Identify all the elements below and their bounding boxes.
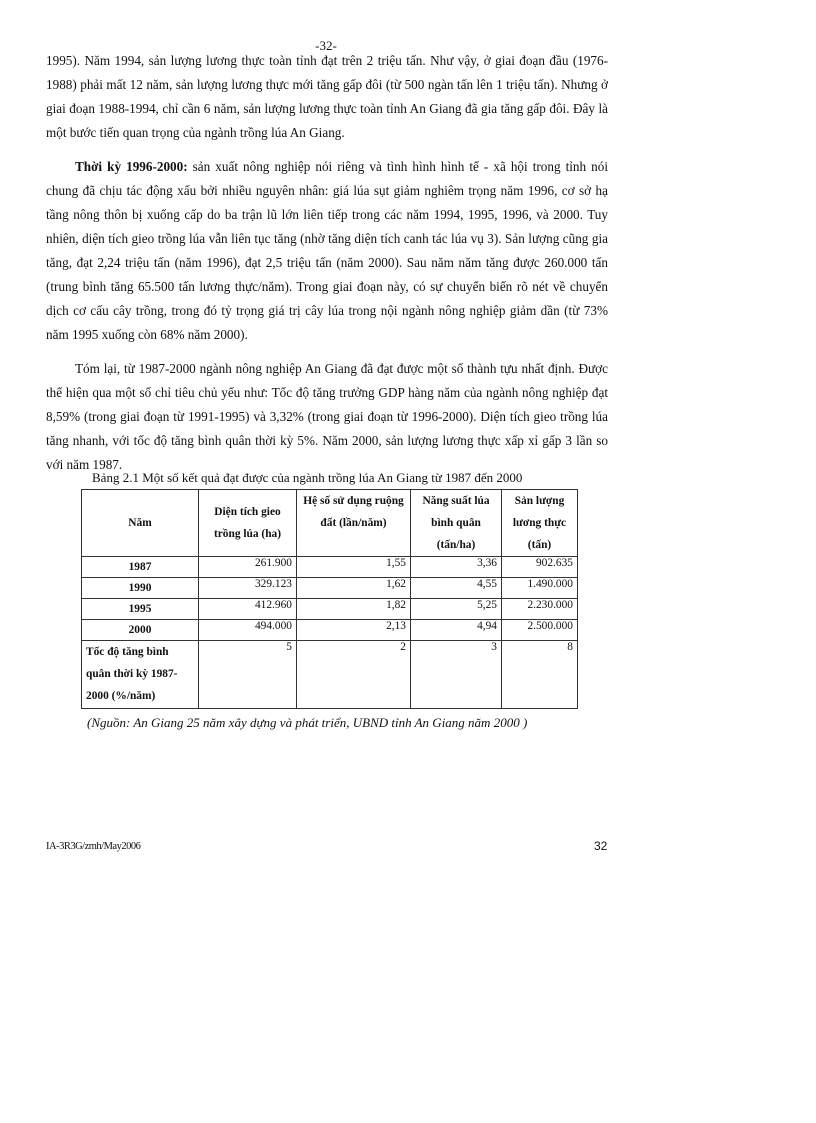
- header-output: Sản lượng lương thực (tấn): [502, 490, 578, 557]
- table-source: (Nguồn: An Giang 25 năm xây dựng và phát triển, UBND tỉnh An Giang năm 2000 ): [87, 715, 528, 730]
- header-land-use: Hệ số sử dụng ruộng đất (lần/năm): [297, 490, 411, 557]
- cell-yield: 5,25: [411, 599, 502, 620]
- table-rate-row: [82, 641, 578, 709]
- table-row: [82, 557, 578, 578]
- header-area: Diện tích gieo trồng lúa (ha): [199, 490, 297, 557]
- cell-land-use: 1,82: [297, 599, 411, 620]
- cell-rate-area: 5: [199, 641, 297, 709]
- header-year: Năm: [82, 490, 199, 557]
- paragraph-2-lead: Thời kỳ 1996-2000:: [75, 159, 188, 174]
- cell-yield: 3,36: [411, 557, 502, 578]
- paragraph-3: Tóm lại, từ 1987-2000 ngành nông nghiệp An Giang đã đạt được một số thành tựu nhất định. Được thể hiện qua một số chỉ tiêu chủ yếu như: Tốc độ tăng trưởng GDP hàng năm của ngành nông nghiệp đạt 8,59% (trong giai đoạn từ 1991-1995) và 3,32% (trong giai đoạn từ 1996-2000). Diện tích gieo trồng lúa tăng nhanh, với tốc độ tăng bình quân thời kỳ 5%. Năm 2000, sản lượng lương thực xấp xỉ gấp 3 lần so với năm 1987.: [46, 361, 608, 472]
- cell-land-use: 2,13: [297, 620, 411, 641]
- page-marker: -32-: [315, 38, 337, 53]
- cell-land-use: 1,62: [297, 578, 411, 599]
- table-caption: Bảng 2.1 Một số kết quả đạt được của ngành trồng lúa An Giang từ 1987 đến 2000: [92, 470, 523, 485]
- footer-doc-id: IA-3R3G/zmh/May2006: [46, 841, 141, 852]
- paragraph-2: [46, 155, 608, 347]
- table-row: [82, 620, 578, 641]
- cell-rate-land-use: 2: [297, 641, 411, 709]
- cell-yield: 4,94: [411, 620, 502, 641]
- table-row: [82, 599, 578, 620]
- paragraph-2-text: sản xuất nông nghiệp nói riêng và tình hình hình tế - xã hội trong tỉnh nói chung đã chịu tác động xấu bởi nhiều nguyên nhân: giá lúa sụt giảm nghiêm trọng năm 1996, cơ sở hạ tầng nông thôn bị xuống cấp do ba trận lũ lớn liên tiếp trong các năm 1994, 1995, 1996, và 2000. Tuy nhiên, diện tích gieo trồng lúa vẫn liên tục tăng (nhờ tăng diện tích canh tác lúa vụ 3). Sản lượng cũng gia tăng, đạt 2,24 triệu tấn (năm 1996), đạt 2,5 triệu tấn (năm 2000). Sau năm năm tăng được 260.000 tấn (trung bình tăng 65.500 tấn lương thực/năm). Trong giai đoạn này, có sự chuyển biến rõ nét về chuyển dịch cơ cấu cây trồng, trong đó tỷ trọng giá trị cây lúa trong nội ngành nông nghiệp giảm dần (từ 73% năm 1995 xuống còn 68% năm 2000).: [46, 159, 609, 342]
- table-row: [82, 578, 578, 599]
- cell-rate-label: Tốc độ tăng bình quân thời kỳ 1987-2000 (%/năm): [82, 641, 199, 709]
- cell-rate-output: 8: [502, 641, 578, 709]
- cell-area: 412.960: [199, 599, 297, 620]
- cell-output: 902.635: [502, 557, 578, 578]
- cell-output: 2.500.000: [502, 620, 578, 641]
- cell-rate-yield: 3: [411, 641, 502, 709]
- cell-output: 2.230.000: [502, 599, 578, 620]
- cell-year: 2000: [82, 620, 199, 641]
- cell-year: 1987: [82, 557, 199, 578]
- footer-page-number: 32: [594, 839, 608, 853]
- data-table: [81, 489, 578, 709]
- cell-land-use: 1,55: [297, 557, 411, 578]
- paragraph-1: 1995). Năm 1994, sản lượng lương thực toàn tỉnh đạt trên 2 triệu tấn. Như vậy, ở giai đoạn đầu (1976-1988) phải mất 12 năm, sản lượng lương thực mới tăng gấp đôi (từ 500 ngàn tấn lên 1 triệu tấn). Nhưng ở giai đoạn 1988-1994, chỉ cần 6 năm, sản lượng lương thực toàn tỉnh An Giang đã gia tăng gấp đôi. Đây là một bước tiến quan trọng của ngành trồng lúa An Giang.: [46, 53, 608, 140]
- header-yield: Năng suất lúa bình quân (tấn/ha): [411, 490, 502, 557]
- body-text: [46, 49, 608, 477]
- cell-yield: 4,55: [411, 578, 502, 599]
- cell-area: 261.900: [199, 557, 297, 578]
- cell-year: 1990: [82, 578, 199, 599]
- cell-output: 1.490.000: [502, 578, 578, 599]
- table-header-row: [82, 490, 578, 557]
- cell-area: 329.123: [199, 578, 297, 599]
- cell-area: 494.000: [199, 620, 297, 641]
- cell-year: 1995: [82, 599, 199, 620]
